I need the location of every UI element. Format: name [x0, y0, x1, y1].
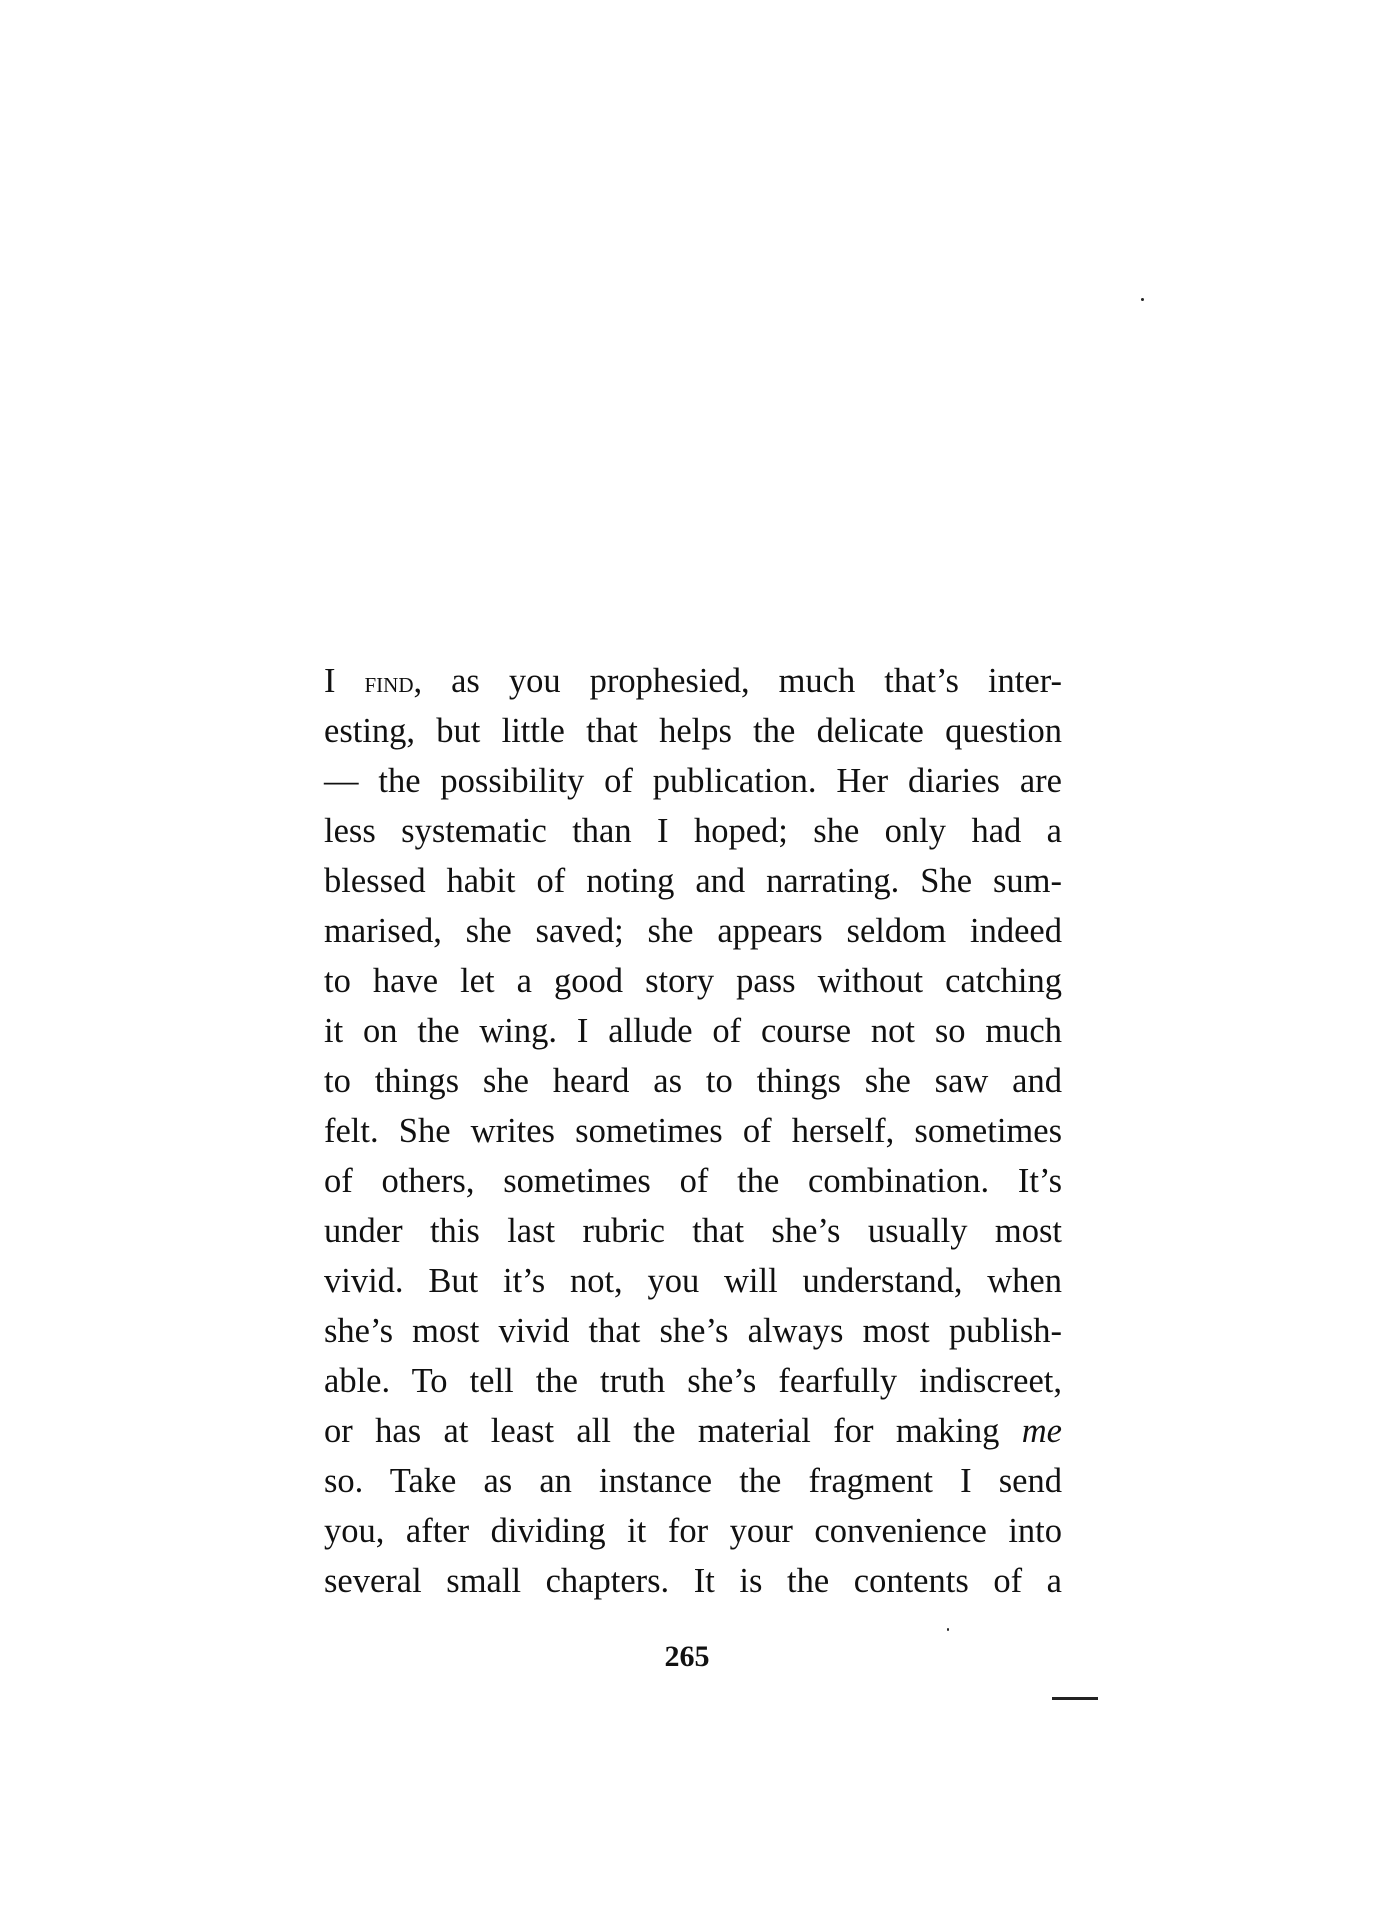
line-16-text: or has at least all the material for making	[324, 1412, 1022, 1450]
text-line-9: to things she heard as to things she saw and	[324, 1062, 1062, 1100]
text-line-2: esting, but little that helps the delicate question	[324, 712, 1062, 750]
text-line-11: of others, sometimes of the combination. It’s	[324, 1162, 1062, 1200]
text-line-3: — the possibility of publication. Her diaries are	[324, 762, 1062, 800]
text-line-15: able. To tell the truth she’s fearfully indiscreet,	[324, 1362, 1062, 1400]
page-number: 265	[664, 1640, 710, 1673]
text-line-18: you, after dividing it for your convenience into	[324, 1512, 1062, 1550]
ink-speck	[947, 1628, 949, 1631]
text-line-1	[324, 656, 1062, 706]
text-line-12: under this last rubric that she’s usually most	[324, 1212, 1062, 1250]
line-1-smallcaps: find	[364, 666, 414, 699]
body-text	[324, 656, 1062, 1606]
text-line-5: blessed habit of noting and narrating. She sum-	[324, 862, 1062, 900]
text-line-17: so. Take as an instance the fragment I send	[324, 1462, 1062, 1500]
text-line-6: marised, she saved; she appears seldom indeed	[324, 912, 1062, 950]
text-line-14: she’s most vivid that she’s always most publish-	[324, 1312, 1062, 1350]
text-line-8: it on the wing. I allude of course not so much	[324, 1012, 1062, 1050]
text-line-10: felt. She writes sometimes of herself, sometimes	[324, 1112, 1062, 1150]
text-line-7: to have let a good story pass without catching	[324, 962, 1062, 1000]
text-line-19: several small chapters. It is the contents of a	[324, 1562, 1062, 1600]
line-1-lead: I	[324, 662, 365, 700]
ink-dash-mark	[1052, 1697, 1098, 1700]
ink-speck	[1141, 298, 1144, 301]
text-line-13: vivid. But it’s not, you will understand, when	[324, 1262, 1062, 1300]
text-line-16	[324, 1406, 1062, 1456]
text-line-4: less systematic than I hoped; she only had a	[324, 812, 1062, 850]
line-1-rest: , as you prophesied, much that’s inter-	[413, 662, 1062, 700]
line-16-italic: me	[1021, 1412, 1062, 1450]
